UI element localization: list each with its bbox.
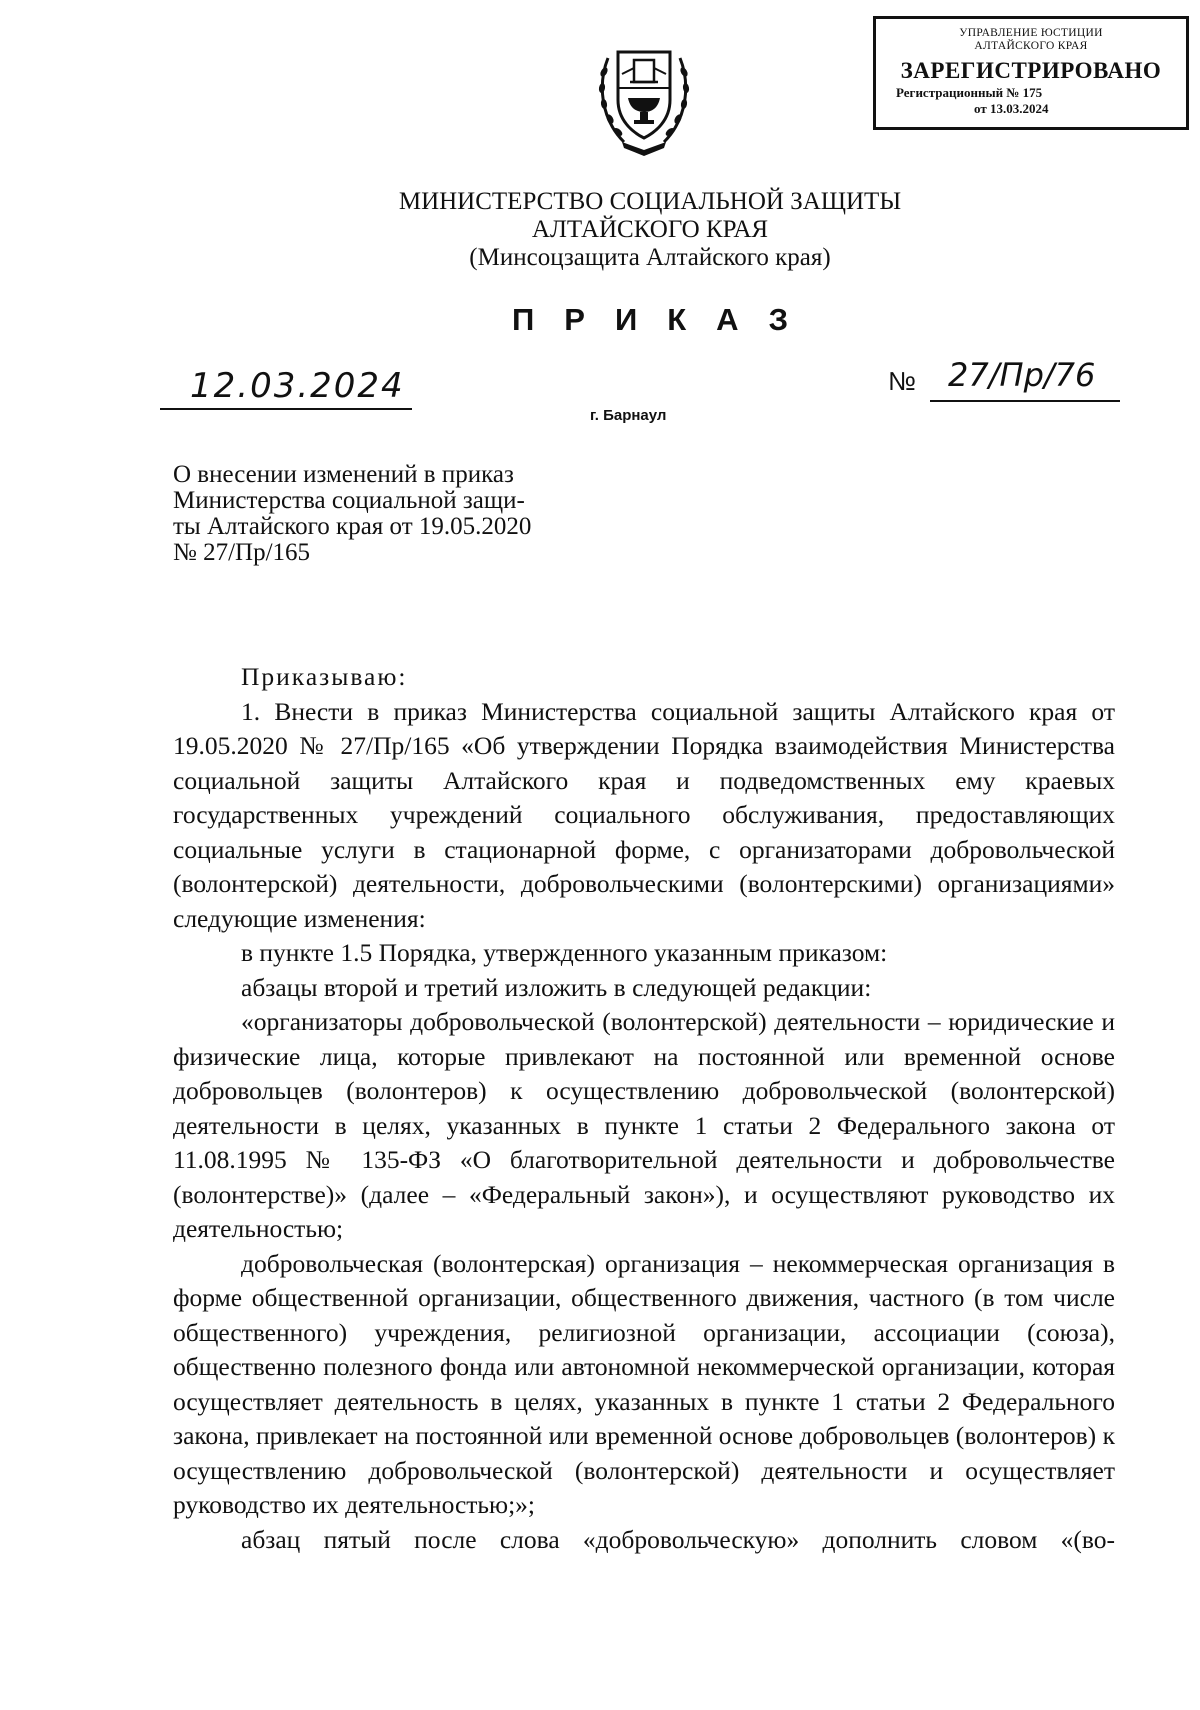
stamp-department-line1: УПРАВЛЕНИЕ ЮСТИЦИИ <box>959 27 1103 39</box>
order-subject <box>173 462 593 566</box>
stamp-registration-date: от 13.03.2024 <box>974 101 1049 116</box>
ministry-short-name: (Минсоцзащита Алтайского края) <box>469 244 831 271</box>
stamp-status: ЗАРЕГИСТРИРОВАНО <box>900 58 1162 83</box>
body-paragraph: абзац пятый после слова «добровольческую» дополнить словом «(во- <box>241 1524 1115 1554</box>
body-paragraph: в пункте 1.5 Порядка, утвержденного указанным приказом: <box>241 938 888 967</box>
body-paragraph: абзацы второй и третий изложить в следующей редакции: <box>241 972 872 1002</box>
order-number: 27/Пр/76 <box>948 356 1096 394</box>
ministry-header <box>300 188 1000 272</box>
body-paragraph: «организаторы добровольческой (волонтерской) деятельности – юридические и физические лица, которые привлекают на постоянной или временной основе добровольцев (волонтеров) к осуществлению добровольческой (волонтерской) деятельности в целях, указанных в пункте 1 статьи 2 Федерального закона от 11.08.1995 № 135-ФЗ «О благотворительной деятельности и добровольчестве (волонтерстве)» (далее – «Федеральный закон»), и осуществляют руководство их деятельностью; <box>173 1007 1115 1243</box>
ministry-name-line1: МИНИСТЕРСТВО СОЦИАЛЬНОЙ ЗАЩИТЫ <box>398 188 902 215</box>
subject-line: № 27/Пр/165 <box>173 539 311 566</box>
stamp-department <box>876 27 1186 53</box>
stamp-department-line2: АЛТАЙСКОГО КРАЯ <box>974 40 1088 52</box>
order-date-field <box>160 368 412 410</box>
body-paragraph: 1. Внести в приказ Министерства социальной защиты Алтайского края от 19.05.2020 № 27/Пр/165 «Об утверждении Порядка взаимодействия Министерства социальной защиты Алтайского края и подведомственных ему краевых государственных учреждений социального обслуживания, предоставляющих социальные услуги в стационарной форме, с организаторами добровольческой (волонтерской) деятельности, добровольческими (волонтерскими) организациями» следующие изменения: <box>173 696 1115 933</box>
subject-line: Министерства социальной защи- <box>173 487 525 514</box>
altai-coat-of-arms-icon <box>594 38 694 158</box>
subject-line: ты Алтайского края от 19.05.2020 <box>173 513 532 540</box>
order-number-label: № <box>888 366 916 396</box>
document-title: ПРИКАЗ <box>512 302 818 337</box>
ministry-name-line2: АЛТАЙСКОГО КРАЯ <box>531 216 769 243</box>
subject-line: О внесении изменений в приказ <box>173 461 514 488</box>
order-city: г. Барнаул <box>590 407 667 424</box>
order-body <box>173 660 1115 1557</box>
stamp-registration-number: Регистрационный № 175 <box>896 85 1043 100</box>
body-paragraph: добровольческая (волонтерская) организация – некоммерческая организация в форме общественной организации, общественного движения, частного (в том числе общественного) учреждения, религиозной организации, ассоциации (союза), общественно полезного фонда или автономной некоммерческой организации, которая осуществляет деятельность в целях, указанных в пункте 1 статьи 2 Федерального закона, привлекает на постоянной или временной основе добровольцев (волонтеров) к осуществлению добровольческой (волонтерской) деятельности и осуществляет руководство их деятельностью;»; <box>173 1248 1115 1519</box>
order-date: 12.03.2024 <box>190 366 405 406</box>
order-number-field <box>930 356 1120 402</box>
order-directive: Приказываю: <box>241 662 408 691</box>
registration-stamp <box>873 16 1189 130</box>
